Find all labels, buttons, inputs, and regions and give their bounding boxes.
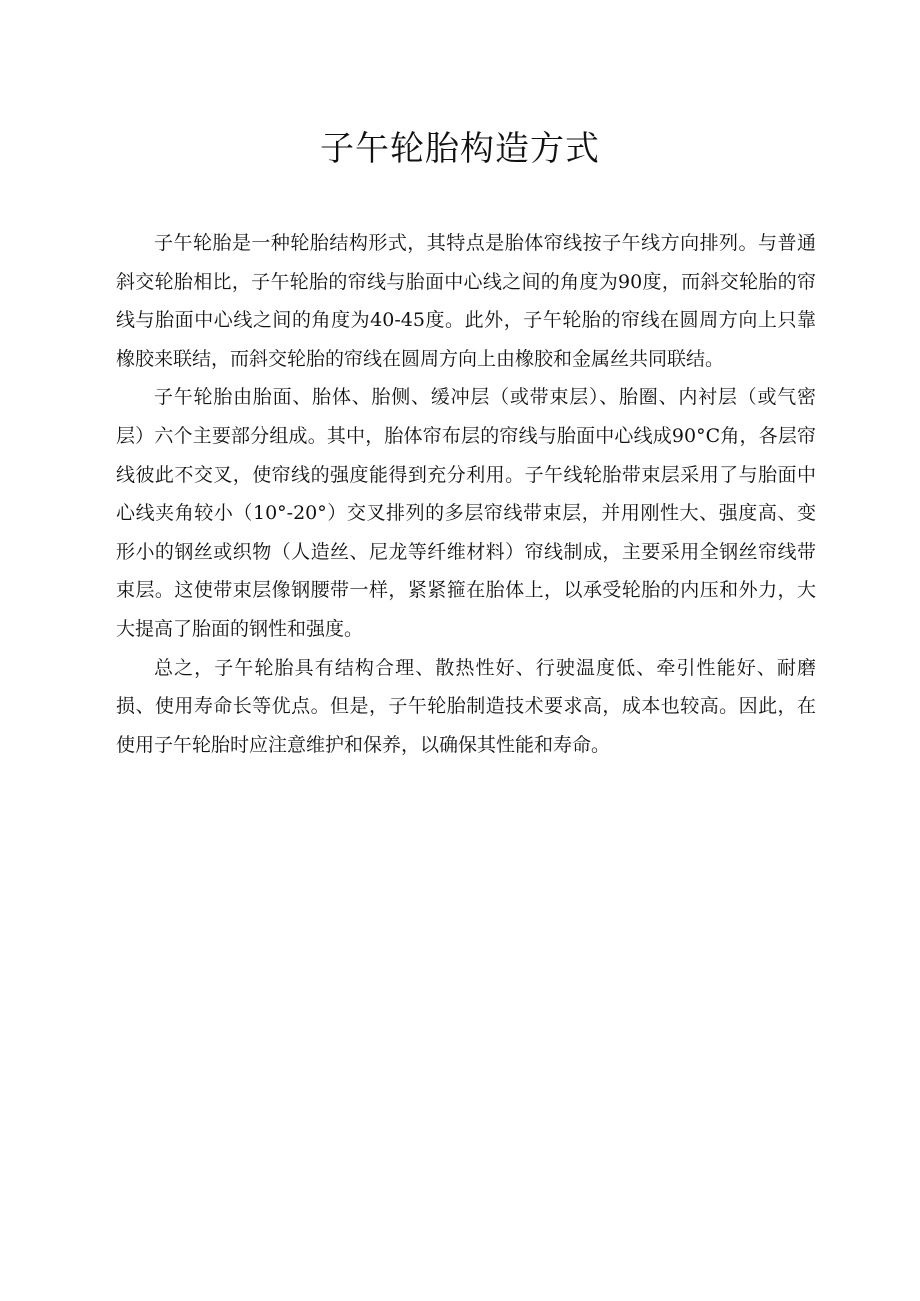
document-body — [116, 224, 816, 764]
paragraph-intro: 子午轮胎是一种轮胎结构形式，其特点是胎体帘线按子午线方向排列。与普通斜交轮胎相比，子午轮胎的帘线与胎面中心线之间的角度为90度，而斜交轮胎的帘线与胎面中心线之间的角度为40-45度。此外，子午轮胎的帘线在圆周方向上只靠橡胶来联结，而斜交轮胎的帘线在圆周方向上由橡胶和金属丝共同联结。 — [116, 232, 816, 370]
paragraph-structure: 子午轮胎由胎面、胎体、胎侧、缓冲层（或带束层）、胎圈、内衬层（或气密层）六个主要部分组成。其中，胎体帘布层的帘线与胎面中心线成90°C角，各层帘线彼此不交叉，使帘线的强度能得到充分利用。子午线轮胎带束层采用了与胎面中心线夹角较小（10°-20°）交叉排列的多层帘线带束层，并用刚性大、强度高、变形小的钢丝或织物（人造丝、尼龙等纤维材料）帘线制成，主要采用全钢丝帘线带束层。这使带束层像钢腰带一样，紧紧箍在胎体上，以承受轮胎的内压和外力，大大提高了胎面的钢性和强度。 — [116, 386, 816, 640]
page-title: 子午轮胎构造方式 — [320, 129, 600, 169]
paragraph-summary: 总之，子午轮胎具有结构合理、散热性好、行驶温度低、牵引性能好、耐磨损、使用寿命长等优点。但是，子午轮胎制造技术要求高，成本也较高。因此，在使用子午轮胎时应注意维护和保养，以确保其性能和寿命。 — [116, 656, 816, 756]
